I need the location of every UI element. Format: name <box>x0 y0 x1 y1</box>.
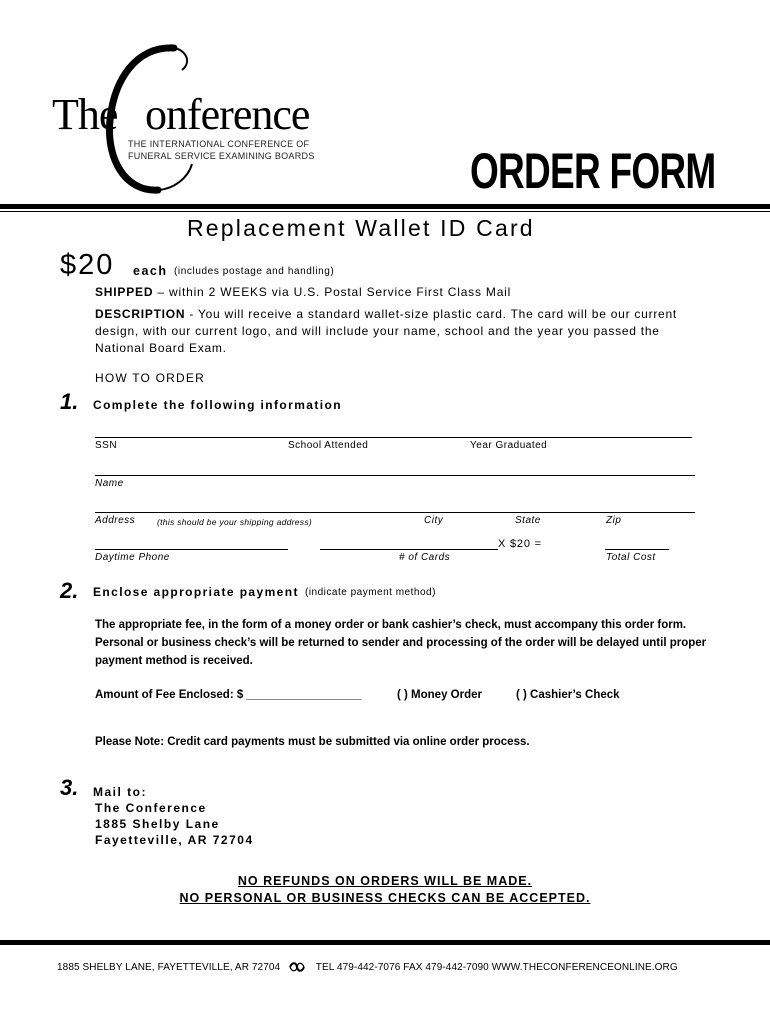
order-form-title: ORDER FORM <box>470 143 716 199</box>
how-to-order-heading: HOW TO ORDER <box>95 371 205 385</box>
step-3-number: 3. <box>60 775 79 800</box>
logo-subtitle-line2: FUNERAL SERVICE EXAMINING BOARDS <box>128 151 315 161</box>
description-text: - You will receive a standard wallet-size plastic card. The card will be our current design, with our current logo, and will include your name, school and the year you passed the National Board Exam. <box>95 307 677 355</box>
total-cost-line[interactable] <box>605 549 669 550</box>
footer-contact: TEL 479-442-7076 FAX 479-442-7090 WWW.THECONFERENCEONLINE.ORG <box>315 962 678 973</box>
description-label: DESCRIPTION <box>95 307 186 321</box>
ssn-school-year-line[interactable] <box>95 437 692 438</box>
mail-line-2: 1885 Shelby Lane <box>95 817 220 831</box>
total-cost-label: Total Cost <box>606 552 656 563</box>
shipped-label: SHIPPED <box>95 285 154 299</box>
shipped-line <box>95 285 511 299</box>
step-3-title: Mail to: <box>93 785 147 799</box>
no-checks-notice: NO PERSONAL OR BUSINESS CHECKS CAN BE ACCEPTED. <box>179 891 591 905</box>
step-2-title-note: (indicate payment method) <box>305 587 436 598</box>
multiplier-text: X $20 = <box>498 538 542 550</box>
form-subtitle: Replacement Wallet ID Card <box>187 215 535 241</box>
shipped-text: – within 2 WEEKS via U.S. Postal Service First Class Mail <box>153 285 512 299</box>
money-order-checkbox[interactable]: ( ) Money Order <box>397 689 482 701</box>
step-1-number: 1. <box>60 389 79 414</box>
name-label: Name <box>95 478 124 489</box>
logo-conference-text: onference <box>145 90 310 139</box>
step-2-number: 2. <box>60 578 79 603</box>
cashiers-check-checkbox[interactable]: ( ) Cashier’s Check <box>516 689 620 701</box>
city-label: City <box>424 515 444 526</box>
address-line[interactable] <box>95 512 695 513</box>
phone-label: Daytime Phone <box>95 552 170 563</box>
logo-subtitle-line1: THE INTERNATIONAL CONFERENCE OF <box>128 139 310 149</box>
address-label: Address <box>95 515 136 526</box>
step-2-title: Enclose appropriate payment <box>93 585 299 599</box>
amount-enclosed-field[interactable]: Amount of Fee Enclosed: $ __________________ <box>95 689 362 701</box>
mail-line-1: The Conference <box>95 801 207 815</box>
description-paragraph <box>95 306 695 357</box>
mail-line-3: Fayetteville, AR 72704 <box>95 833 254 847</box>
address-note: (this should be your shipping address) <box>157 517 313 527</box>
header-rule <box>0 204 770 209</box>
num-cards-line[interactable] <box>320 549 498 550</box>
name-line[interactable] <box>95 475 695 476</box>
step-1-title: Complete the following information <box>93 398 342 412</box>
num-cards-label: # of Cards <box>399 552 451 563</box>
footer-address: 1885 SHELBY LANE, FAYETTEVILLE, AR 72704 <box>57 962 281 973</box>
footer-ornament-icon <box>289 962 305 972</box>
no-refunds-notice: NO REFUNDS ON ORDERS WILL BE MADE. <box>237 874 533 888</box>
fee-paragraph: The appropriate fee, in the form of a money order or bank cashier’s check, must accompany this order form. Personal or business check’s will be returned to sender and processing of the order will be delayed until proper payment method is received. <box>95 619 707 667</box>
credit-card-note: Please Note: Credit card payments must be submitted via online order process. <box>95 736 530 748</box>
logo-the-text: The <box>52 90 118 139</box>
price-note: (includes postage and handling) <box>174 266 335 277</box>
ssn-label: SSN <box>95 440 118 451</box>
header-rule-thin <box>0 211 770 212</box>
price-each: each <box>133 264 168 278</box>
zip-label: Zip <box>606 515 622 526</box>
school-label: School Attended <box>288 440 369 451</box>
state-label: State <box>515 515 541 526</box>
year-label: Year Graduated <box>470 440 548 451</box>
price-amount: $20 <box>60 249 115 281</box>
footer-rule <box>0 940 770 945</box>
footer-line <box>57 962 678 973</box>
phone-line[interactable] <box>95 549 288 550</box>
